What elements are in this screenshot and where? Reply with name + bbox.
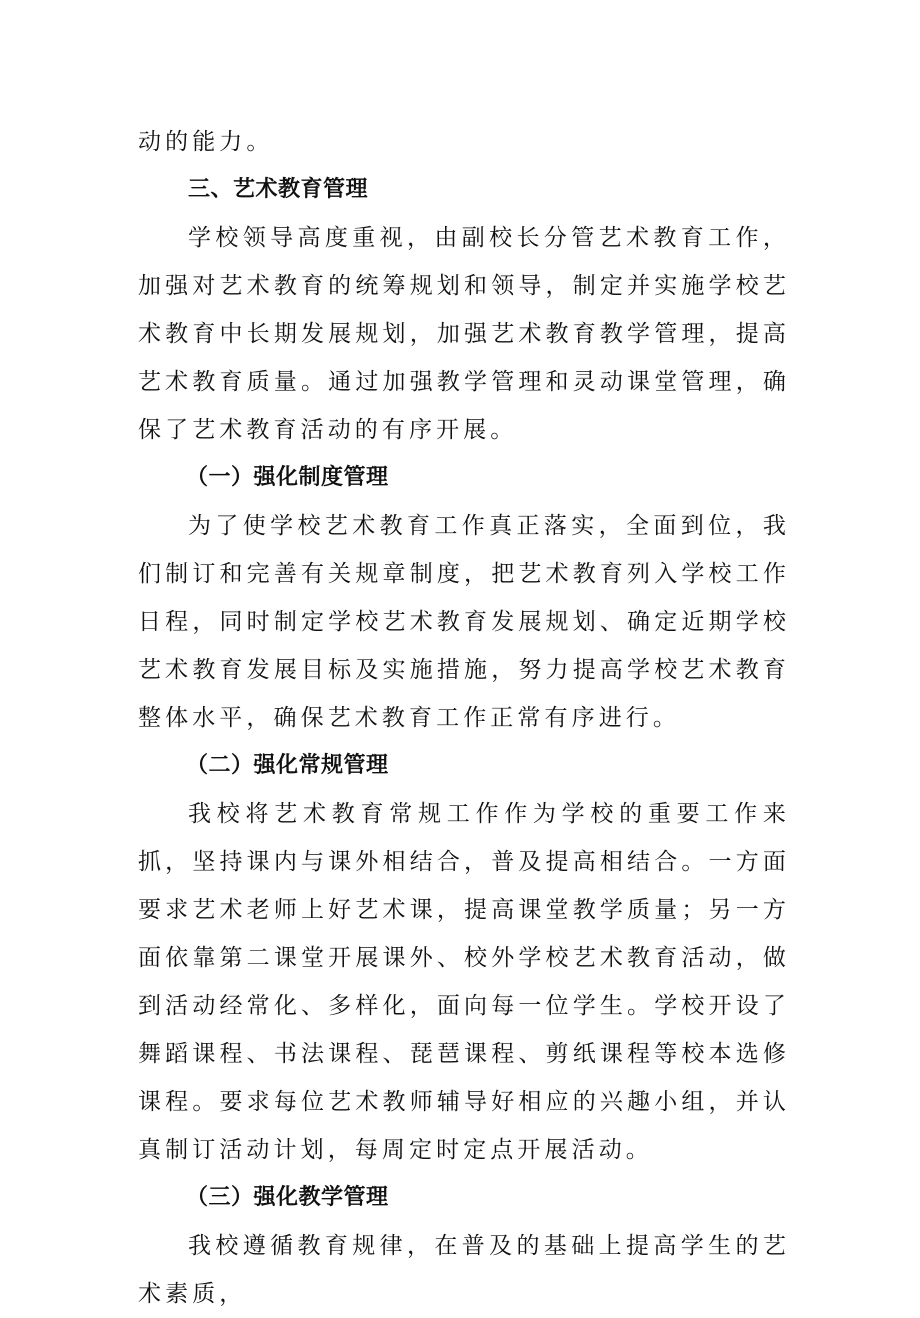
subheading-teaching-management: （三）强化教学管理 (186, 1185, 389, 1210)
paragraph-management-overview: 学校领导高度重视，由副校长分管艺术教育工作，加强对艺术教育的统筹规划和领导，制定并实施学校艺术教育中长期发展规划，加强艺术教育教学管理，提高艺术教育质量。通过加强教学管理和灵动课堂管理，确保了艺术教育活动的有序开展。 (138, 225, 790, 443)
paragraph-teaching-management: 我校遵循教育规律，在普及的基础上提高学生的艺术素质， (138, 1233, 790, 1307)
paragraph-system-management: 为了使学校艺术教育工作真正落实，全面到位，我们制订和完善有关规章制度，把艺术教育列入学校工作日程，同时制定学校艺术教育发展规划、确定近期学校艺术教育发展目标及实施措施，努力提高学校艺术教育整体水平，确保艺术教育工作正常有序进行。 (138, 513, 790, 731)
paragraph-continuation: 动的能力。 (138, 129, 274, 155)
paragraph-routine-management: 我校将艺术教育常规工作作为学校的重要工作来抓，坚持课内与课外相结合，普及提高相结合。一方面要求艺术老师上好艺术课，提高课堂教学质量；另一方面依靠第二课堂开展课外、校外学校艺术教育活动，做到活动经常化、多样化，面向每一位学生。学校开设了舞蹈课程、书法课程、琵琶课程、剪纸课程等校本选修课程。要求每位艺术教师辅导好相应的兴趣小组，并认真制订活动计划，每周定时定点开展活动。 (138, 801, 790, 1163)
section-heading-art-education-management: 三、艺术教育管理 (188, 177, 369, 202)
subheading-routine-management: （二）强化常规管理 (186, 753, 389, 778)
document-body (138, 118, 790, 1318)
subheading-system-management: （一）强化制度管理 (186, 465, 389, 490)
